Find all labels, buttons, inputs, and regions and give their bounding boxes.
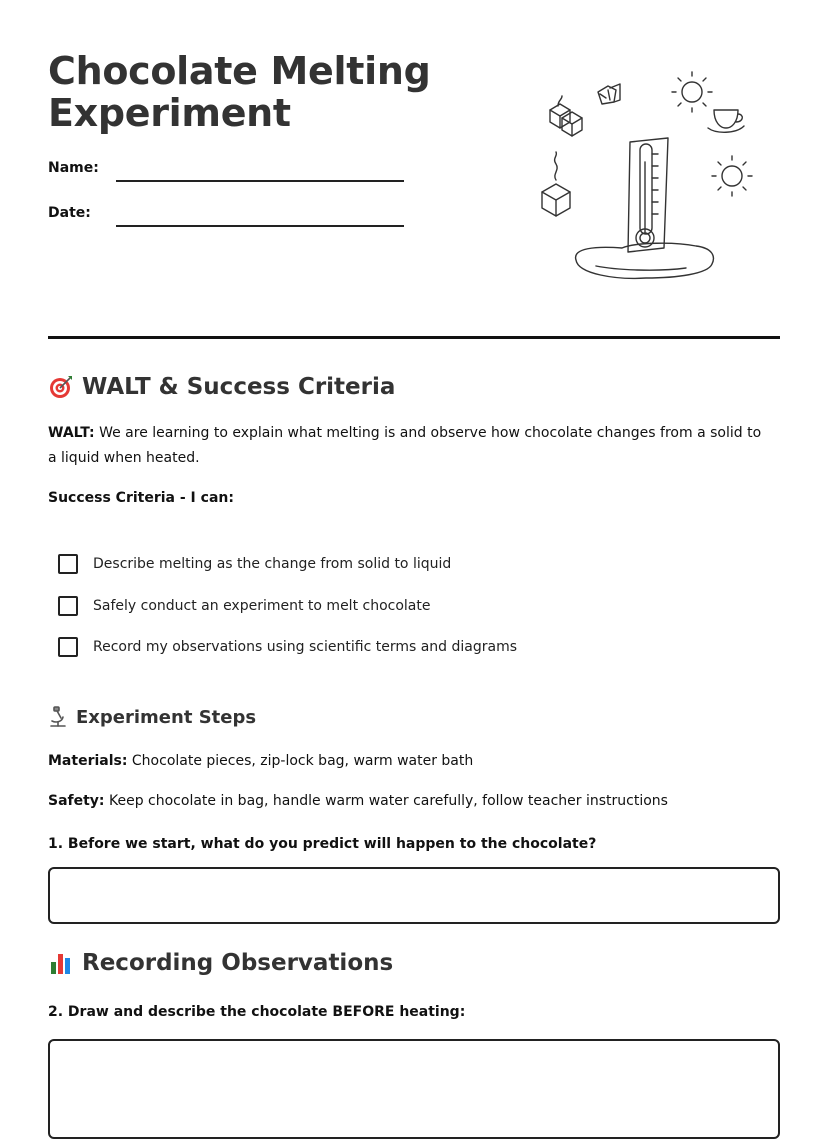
- walt-label: WALT:: [48, 425, 95, 441]
- microscope-icon: [48, 706, 68, 728]
- question-1: 1. Before we start, what do you predict will happen to the chocolate?: [48, 836, 597, 852]
- criteria-checkbox[interactable]: [58, 596, 78, 616]
- criteria-item[interactable]: [58, 637, 517, 657]
- experiment-steps-heading: [48, 706, 256, 728]
- criteria-label: Record my observations using scientific terms and diagrams: [93, 639, 518, 655]
- materials-text: Chocolate pieces, zip-lock bag, warm water bath: [131, 753, 474, 769]
- page-title: Chocolate Melting Experiment: [48, 49, 431, 135]
- criteria-item[interactable]: [58, 596, 430, 616]
- walt-paragraph: [48, 421, 768, 471]
- walt-text: We are learning to explain what melting is and observe how chocolate changes from a solid to a liquid when heated.: [48, 425, 762, 466]
- bar-chart-icon: [48, 950, 74, 976]
- date-label: Date:: [48, 205, 91, 221]
- experiment-steps-heading-text: Experiment Steps: [76, 706, 257, 728]
- observations-heading-text: Recording Observations: [82, 950, 394, 976]
- criteria-item[interactable]: [58, 554, 451, 574]
- name-label: Name:: [48, 160, 99, 176]
- observations-heading: [48, 950, 393, 976]
- date-line[interactable]: [116, 225, 404, 227]
- name-line[interactable]: [116, 180, 404, 182]
- prediction-answer-box[interactable]: [48, 867, 780, 924]
- criteria-label: Safely conduct an experiment to melt chocolate: [93, 598, 431, 614]
- question-2: 2. Draw and describe the chocolate BEFORE heating:: [48, 1004, 466, 1020]
- target-icon: [48, 374, 74, 400]
- before-heating-answer-box[interactable]: [48, 1039, 780, 1139]
- criteria-label: Describe melting as the change from solid to liquid: [93, 556, 452, 572]
- safety-line: [48, 789, 768, 814]
- criteria-checkbox[interactable]: [58, 637, 78, 657]
- section-divider: [48, 336, 780, 339]
- safety-label: Safety:: [48, 793, 105, 809]
- walt-heading-text: WALT & Success Criteria: [82, 374, 396, 400]
- safety-text: Keep chocolate in bag, handle warm water carefully, follow teacher instructions: [109, 793, 668, 809]
- criteria-checkbox[interactable]: [58, 554, 78, 574]
- success-criteria-heading: Success Criteria - I can:: [48, 490, 234, 506]
- materials-line: [48, 749, 768, 774]
- materials-label: Materials:: [48, 753, 128, 769]
- thermometer-melting-icon: [536, 70, 756, 290]
- walt-heading: [48, 374, 395, 400]
